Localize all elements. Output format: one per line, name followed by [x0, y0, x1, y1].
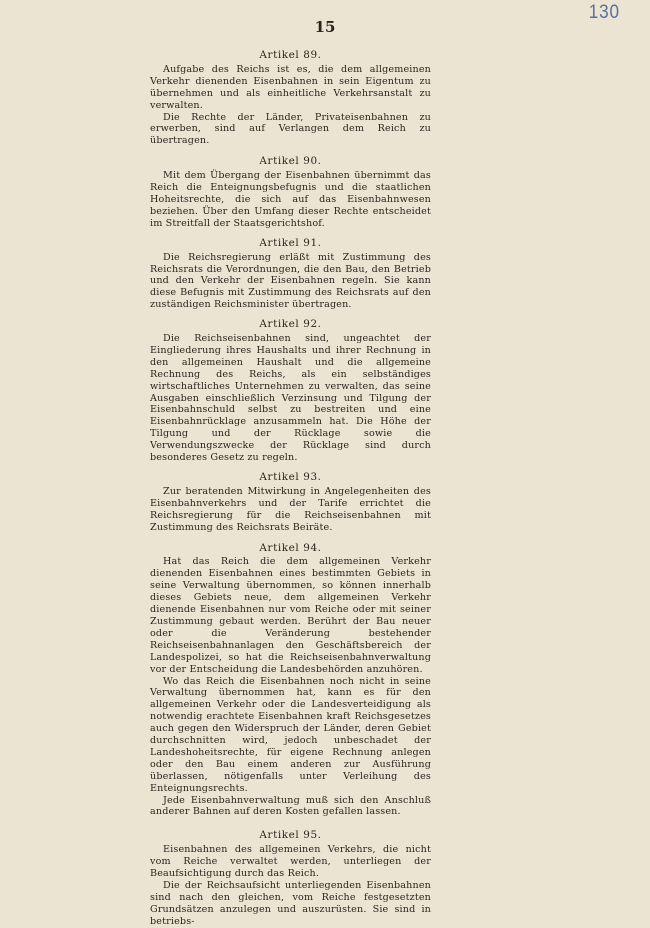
article-paragraph: Die Reichsregierung erläßt mit Zustimmung des Reichsrats die Verordnungen, die den Bau, den Betrieb und den Verkehr der Eisenbahnen regeln. Sie kann diese Befugnis mit Zustimmung des Reichsrats auf den zuständigen Reichsminister übertragen.	[150, 251, 431, 311]
article-90	[150, 156, 431, 229]
article-heading: Artikel 92.	[259, 318, 322, 331]
article-heading: Artikel 95.	[259, 829, 322, 842]
article-94	[150, 543, 431, 819]
article-heading: Artikel 90.	[259, 155, 322, 168]
article-paragraph: Aufgabe des Reichs ist es, die dem allgemeinen Verkehr dienenden Eisenbahnen in sein Eigentum zu übernehmen und als einheitliche Verkehrsanstalt zu verwalten.	[150, 63, 431, 111]
page-number: 15	[314, 18, 336, 36]
article-paragraph: Eisenbahnen des allgemeinen Verkehrs, die nicht vom Reiche verwaltet werden, unterliegen der Beaufsichtigung durch das Reich.	[150, 844, 431, 880]
article-paragraph: Die Rechte der Länder, Privateisenbahnen zu erwerben, sind auf Verlangen dem Reich zu übertragen.	[150, 111, 431, 147]
article-paragraph: Wo das Reich die Eisenbahnen noch nicht in seine Verwaltung übernommen hat, kann es für den allgemeinen Verkehr oder die Landesverteidigung als notwendig erachtete Eisenbahnen kraft Reichsgesetzes auch gegen den Widerspruch der Länder, deren Gebiet durchschnitten wird, jedoch unbeschadet der Landeshoheitsrechte, für eigene Rechnung anlegen oder den Bau einem anderen zur Ausführung überlassen, nötigenfalls unter Verleihung des Enteignungsrechts.	[150, 675, 431, 794]
article-95	[150, 830, 431, 927]
article-heading: Artikel 89.	[259, 49, 322, 61]
article-paragraph: Jede Eisenbahnverwaltung muß sich den Anschluß anderer Bahnen auf deren Kosten gefallen lassen.	[150, 794, 431, 818]
article-93	[150, 472, 431, 534]
article-paragraph: Mit dem Übergang der Eisenbahnen übernimmt das Reich die Enteignungsbefugnis und die staatlichen Hoheitsrechte, die sich auf das Eisenbahnwesen beziehen. Über den Umfang dieser Rechte entscheidet im Streitfall der Staatsgerichtshof.	[150, 170, 431, 229]
article-paragraph: Zur beratenden Mitwirkung in Angelegenheiten des Eisenbahnverkehrs und der Tarife errichtet die Reichsregierung für die Reichseisenbahnen mit Zustimmung des Reichsrats Beiräte.	[150, 485, 431, 533]
article-heading: Artikel 91.	[259, 236, 322, 249]
article-89	[150, 50, 431, 147]
article-92	[150, 319, 431, 464]
document-body	[150, 50, 431, 928]
article-paragraph: Die Reichseisenbahnen sind, ungeachtet der Eingliederung ihres Haushalts und ihrer Rechnung in den allgemeinen Haushalt und die allgemeine Rechnung des Reichs, als ein selbständiges wirtschaftliches Unternehmen zu verwalten, das seine Ausgaben einschließlich Verzinsung und Tilgung der Eisenbahnschuld selbst zu bestreiten und eine Eisenbahnrücklage anzusammeln hat. Die Höhe der Tilgung und der Rücklage sowie die Verwendungszwecke der Rücklage sind durch besonderes Gesetz zu regeln.	[150, 333, 431, 464]
article-paragraph: Hat das Reich die dem allgemeinen Verkehr dienenden Eisenbahnen eines bestimmten Gebiets in seine Verwaltung übernommen, so können innerhalb dieses Gebiets neue, dem allgemeinen Verkehr dienende Eisenbahnen nur vom Reiche oder mit seiner Zustimmung gebaut werden. Berührt der Bau neuer oder die Veränderung bestehender Reichseisenbahnanlagen den Geschäftsbereich der Landespolizei, so hat die Reichseisenbahnverwaltung vor der Entscheidung die Landesbehörden anzuhören.	[150, 556, 431, 675]
article-heading: Artikel 93.	[259, 471, 322, 483]
article-heading: Artikel 94.	[259, 541, 322, 554]
archive-number: 130	[589, 2, 621, 23]
article-91	[150, 238, 431, 311]
article-paragraph: Die der Reichsaufsicht unterliegenden Eisenbahnen sind nach den gleichen, vom Reiche festgesetzten Grundsätzen anzulegen und auszurüsten. Sie sind in betriebs-	[150, 880, 431, 927]
